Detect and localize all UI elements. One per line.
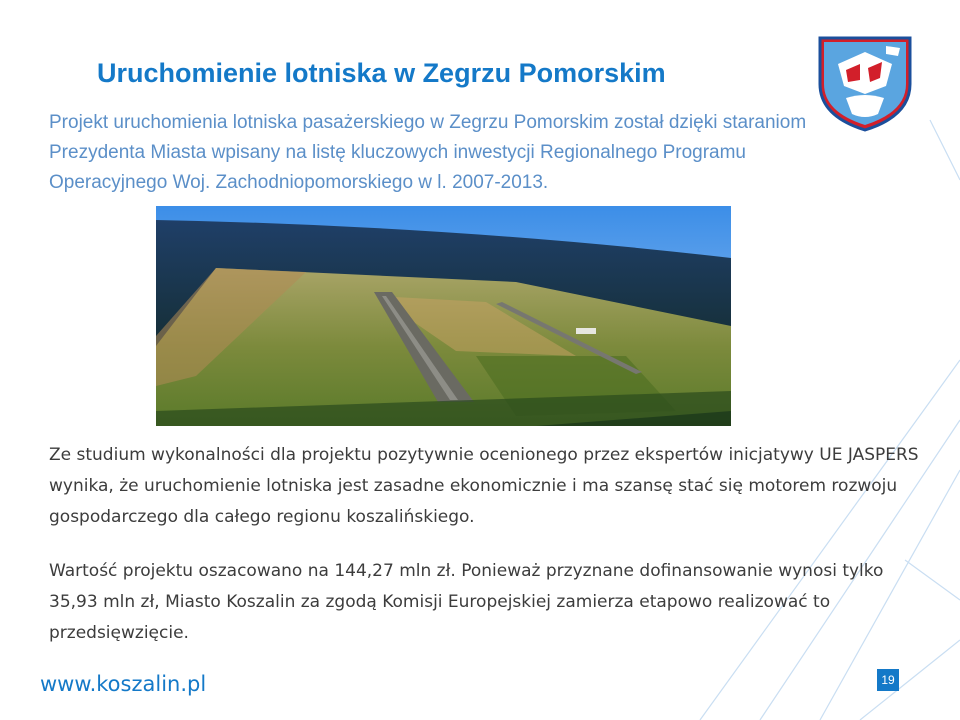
crest-icon — [816, 34, 914, 132]
intro-paragraph: Projekt uruchomienia lotniska pasażerskiego w Zegrzu Pomorskim został dzięki staraniom Prezydenta Miasta wpisany na listę kluczowych inwestycji Regionalnego Programu Operacyjnego Woj. Zachodniopomorskiego w l. 2007-2013. — [49, 112, 807, 193]
website-link[interactable]: www.koszalin.pl — [40, 672, 207, 696]
slide-title: Uruchomienie lotniska w Zegrzu Pomorskim — [97, 58, 666, 88]
funding-paragraph: Wartość projektu oszacowano na 144,27 mln zł. Ponieważ przyznane dofinansowanie wynosi tylko 35,93 mln zł, Miasto Koszalin za zgodą Komisji Europejskiej zamierza etapowo realizować to przedsięwzięcie. — [49, 561, 884, 643]
airfield-photo — [156, 206, 731, 426]
page-number: 19 — [877, 669, 899, 691]
feasibility-paragraph: Ze studium wykonalności dla projektu pozytywnie ocenionego przez ekspertów inicjatywy UE JASPERS wynika, że uruchomienie lotniska jest zasadne ekonomicznie i ma szansę stać się motorem rozwoju gospodarczego dla całego regionu koszalińskiego. — [49, 445, 919, 527]
